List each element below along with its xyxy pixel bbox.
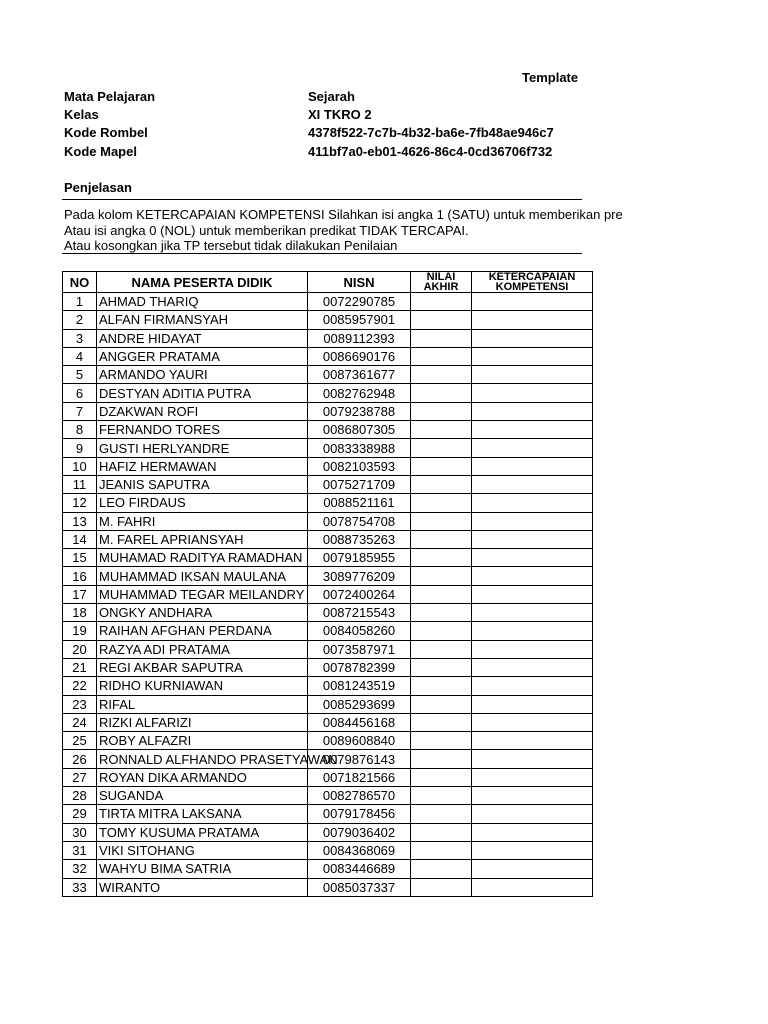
cell-competency[interactable] — [472, 658, 593, 676]
cell-no: 8 — [63, 421, 97, 439]
table-row — [63, 421, 593, 439]
cell-nisn: 0085037337 — [308, 878, 411, 896]
cell-competency[interactable] — [472, 841, 593, 859]
cell-no: 4 — [63, 347, 97, 365]
cell-student-name: ANDRE HIDAYAT — [97, 329, 308, 347]
cell-no: 15 — [63, 549, 97, 567]
header-name: NAMA PESERTA DIDIK — [97, 272, 308, 293]
cell-competency[interactable] — [472, 366, 593, 384]
cell-final-score[interactable] — [411, 347, 472, 365]
cell-nisn: 0084058260 — [308, 622, 411, 640]
cell-student-name: VIKI SITOHANG — [97, 841, 308, 859]
cell-student-name: WAHYU BIMA SATRIA — [97, 860, 308, 878]
cell-competency[interactable] — [472, 860, 593, 878]
table-row — [63, 695, 593, 713]
cell-student-name: MUHAMMAD IKSAN MAULANA — [97, 567, 308, 585]
table-row — [63, 658, 593, 676]
cell-competency[interactable] — [472, 750, 593, 768]
cell-no: 24 — [63, 713, 97, 731]
table-row — [63, 512, 593, 530]
table-row — [63, 878, 593, 896]
cell-no: 16 — [63, 567, 97, 585]
cell-no: 11 — [63, 475, 97, 493]
cell-nisn: 0075271709 — [308, 475, 411, 493]
table-row — [63, 347, 593, 365]
cell-student-name: DESTYAN ADITIA PUTRA — [97, 384, 308, 402]
table-row — [63, 366, 593, 384]
cell-student-name: RAZYA ADI PRATAMA — [97, 640, 308, 658]
cell-nisn: 0072290785 — [308, 293, 411, 311]
cell-final-score[interactable] — [411, 494, 472, 512]
cell-no: 33 — [63, 878, 97, 896]
meta-label: Mata Pelajaran — [64, 89, 156, 104]
cell-final-score[interactable] — [411, 841, 472, 859]
cell-nisn: 0072400264 — [308, 585, 411, 603]
cell-final-score[interactable] — [411, 293, 472, 311]
cell-student-name: AHMAD THARIQ — [97, 293, 308, 311]
template-title: Template — [522, 70, 579, 85]
cell-competency[interactable] — [472, 768, 593, 786]
cell-nisn: 0087215543 — [308, 604, 411, 622]
table-row — [63, 823, 593, 841]
table-row — [63, 604, 593, 622]
cell-no: 3 — [63, 329, 97, 347]
cell-nisn: 0082103593 — [308, 457, 411, 475]
table-row — [63, 640, 593, 658]
cell-no: 13 — [63, 512, 97, 530]
table-row — [63, 293, 593, 311]
cell-student-name: ANGGER PRATAMA — [97, 347, 308, 365]
cell-nisn: 0078754708 — [308, 512, 411, 530]
cell-nisn: 0086807305 — [308, 421, 411, 439]
cell-final-score[interactable] — [411, 732, 472, 750]
cell-competency[interactable] — [472, 384, 593, 402]
cell-student-name: M. FAREL APRIANSYAH — [97, 530, 308, 548]
cell-nisn: 0079876143 — [308, 750, 411, 768]
cell-final-score[interactable] — [411, 713, 472, 731]
cell-final-score[interactable] — [411, 402, 472, 420]
cell-final-score[interactable] — [411, 823, 472, 841]
table-row — [63, 311, 593, 329]
header-no: NO — [63, 272, 97, 293]
cell-final-score[interactable] — [411, 622, 472, 640]
cell-no: 25 — [63, 732, 97, 750]
cell-competency[interactable] — [472, 878, 593, 896]
cell-final-score[interactable] — [411, 658, 472, 676]
table-row — [63, 384, 593, 402]
cell-student-name: RAIHAN AFGHAN PERDANA — [97, 622, 308, 640]
meta-row-class — [64, 106, 372, 124]
meta-value: Sejarah — [308, 89, 355, 104]
meta-row-subject — [64, 88, 355, 106]
cell-nisn: 0082762948 — [308, 384, 411, 402]
cell-nisn: 0071821566 — [308, 768, 411, 786]
cell-student-name: WIRANTO — [97, 878, 308, 896]
cell-final-score[interactable] — [411, 787, 472, 805]
cell-student-name: RIZKI ALFARIZI — [97, 713, 308, 731]
header-nisn: NISN — [308, 272, 411, 293]
cell-competency[interactable] — [472, 457, 593, 475]
cell-nisn: 0078782399 — [308, 658, 411, 676]
table-row — [63, 622, 593, 640]
table-row — [63, 860, 593, 878]
cell-nisn: 0079178456 — [308, 805, 411, 823]
cell-nisn: 0089112393 — [308, 329, 411, 347]
cell-competency[interactable] — [472, 329, 593, 347]
cell-competency[interactable] — [472, 805, 593, 823]
table-row — [63, 402, 593, 420]
table-row — [63, 732, 593, 750]
cell-final-score[interactable] — [411, 585, 472, 603]
cell-final-score[interactable] — [411, 805, 472, 823]
cell-no: 9 — [63, 439, 97, 457]
cell-nisn: 0082786570 — [308, 787, 411, 805]
cell-nisn: 0083446689 — [308, 860, 411, 878]
meta-value: 4378f522-7c7b-4b32-ba6e-7fb48ae946c7 — [308, 125, 554, 140]
cell-nisn: 0081243519 — [308, 677, 411, 695]
cell-no: 5 — [63, 366, 97, 384]
table-row — [63, 329, 593, 347]
cell-final-score[interactable] — [411, 512, 472, 530]
cell-student-name: DZAKWAN ROFI — [97, 402, 308, 420]
cell-student-name: ROBY ALFAZRI — [97, 732, 308, 750]
meta-label: Kode Mapel — [64, 144, 137, 159]
explanation-line: Pada kolom KETERCAPAIAN KOMPETENSI Silahkan isi angka 1 (SATU) untuk memberikan pre — [64, 207, 623, 222]
cell-competency[interactable] — [472, 622, 593, 640]
cell-competency[interactable] — [472, 475, 593, 493]
cell-no: 19 — [63, 622, 97, 640]
explanation-box — [62, 199, 623, 254]
cell-nisn: 3089776209 — [308, 567, 411, 585]
cell-no: 23 — [63, 695, 97, 713]
cell-competency[interactable] — [472, 494, 593, 512]
cell-no: 6 — [63, 384, 97, 402]
cell-student-name: M. FAHRI — [97, 512, 308, 530]
header-final-score: NILAI AKHIR — [411, 272, 472, 293]
meta-label: Kelas — [64, 107, 99, 122]
cell-nisn: 0079238788 — [308, 402, 411, 420]
cell-nisn: 0079036402 — [308, 823, 411, 841]
cell-nisn: 0079185955 — [308, 549, 411, 567]
cell-competency[interactable] — [472, 311, 593, 329]
cell-nisn: 0084368069 — [308, 841, 411, 859]
student-table — [62, 271, 593, 897]
cell-final-score[interactable] — [411, 860, 472, 878]
cell-final-score[interactable] — [411, 567, 472, 585]
cell-competency[interactable] — [472, 823, 593, 841]
cell-no: 29 — [63, 805, 97, 823]
cell-competency[interactable] — [472, 567, 593, 585]
cell-competency[interactable] — [472, 439, 593, 457]
cell-student-name: LEO FIRDAUS — [97, 494, 308, 512]
explanation-line: Atau isi angka 0 (NOL) untuk memberikan predikat TIDAK TERCAPAI. — [64, 222, 469, 238]
explanation-line: Atau kosongkan jika TP tersebut tidak dilakukan Penilaian — [64, 238, 398, 253]
meta-value: XI TKRO 2 — [308, 107, 372, 122]
cell-student-name: REGI AKBAR SAPUTRA — [97, 658, 308, 676]
cell-nisn: 0085293699 — [308, 695, 411, 713]
cell-competency[interactable] — [472, 732, 593, 750]
table-row — [63, 805, 593, 823]
table-row — [63, 457, 593, 475]
cell-student-name: RONNALD ALFHANDO PRASETYAWAN — [97, 750, 308, 768]
table-row — [63, 713, 593, 731]
cell-no: 18 — [63, 604, 97, 622]
cell-final-score[interactable] — [411, 457, 472, 475]
cell-nisn: 0084456168 — [308, 713, 411, 731]
meta-row-rombel-code — [64, 124, 554, 142]
table-row — [63, 841, 593, 859]
cell-competency[interactable] — [472, 530, 593, 548]
cell-no: 7 — [63, 402, 97, 420]
cell-student-name: HAFIZ HERMAWAN — [97, 457, 308, 475]
table-row — [63, 677, 593, 695]
cell-student-name: TOMY KUSUMA PRATAMA — [97, 823, 308, 841]
cell-nisn: 0073587971 — [308, 640, 411, 658]
cell-no: 10 — [63, 457, 97, 475]
cell-student-name: ONGKY ANDHARA — [97, 604, 308, 622]
table-row — [63, 530, 593, 548]
cell-student-name: GUSTI HERLYANDRE — [97, 439, 308, 457]
cell-final-score[interactable] — [411, 384, 472, 402]
cell-competency[interactable] — [472, 695, 593, 713]
cell-student-name: RIDHO KURNIAWAN — [97, 677, 308, 695]
cell-nisn: 0088521161 — [308, 494, 411, 512]
cell-competency[interactable] — [472, 549, 593, 567]
cell-no: 22 — [63, 677, 97, 695]
cell-final-score[interactable] — [411, 604, 472, 622]
cell-final-score[interactable] — [411, 329, 472, 347]
cell-competency[interactable] — [472, 512, 593, 530]
meta-row-mapel-code — [64, 143, 553, 161]
cell-nisn: 0085957901 — [308, 311, 411, 329]
table-row — [63, 494, 593, 512]
cell-no: 27 — [63, 768, 97, 786]
cell-final-score[interactable] — [411, 366, 472, 384]
cell-student-name: ARMANDO YAURI — [97, 366, 308, 384]
cell-no: 2 — [63, 311, 97, 329]
cell-final-score[interactable] — [411, 475, 472, 493]
student-table-wrap — [62, 271, 576, 897]
cell-student-name: MUHAMMAD TEGAR MEILANDRY — [97, 585, 308, 603]
cell-competency[interactable] — [472, 677, 593, 695]
cell-competency[interactable] — [472, 293, 593, 311]
cell-no: 1 — [63, 293, 97, 311]
cell-student-name: ROYAN DIKA ARMANDO — [97, 768, 308, 786]
cell-no: 20 — [63, 640, 97, 658]
cell-student-name: JEANIS SAPUTRA — [97, 475, 308, 493]
cell-no: 28 — [63, 787, 97, 805]
table-row — [63, 750, 593, 768]
cell-no: 26 — [63, 750, 97, 768]
cell-nisn: 0088735263 — [308, 530, 411, 548]
cell-student-name: FERNANDO TORES — [97, 421, 308, 439]
meta-value: 411bf7a0-eb01-4626-86c4-0cd36706f732 — [308, 144, 553, 159]
explanation-title: Penjelasan — [64, 180, 132, 195]
meta-label: Kode Rombel — [64, 125, 148, 140]
table-row — [63, 585, 593, 603]
cell-student-name: SUGANDA — [97, 787, 308, 805]
cell-nisn: 0089608840 — [308, 732, 411, 750]
cell-competency[interactable] — [472, 347, 593, 365]
table-row — [63, 567, 593, 585]
cell-competency[interactable] — [472, 585, 593, 603]
header-competency: KETERCAPAIAN KOMPETENSI — [472, 272, 593, 293]
cell-no: 31 — [63, 841, 97, 859]
cell-final-score[interactable] — [411, 640, 472, 658]
cell-no: 17 — [63, 585, 97, 603]
cell-student-name: RIFAL — [97, 695, 308, 713]
cell-final-score[interactable] — [411, 530, 472, 548]
cell-student-name: MUHAMAD RADITYA RAMADHAN — [97, 549, 308, 567]
cell-no: 12 — [63, 494, 97, 512]
cell-competency[interactable] — [472, 402, 593, 420]
cell-final-score[interactable] — [411, 695, 472, 713]
cell-nisn: 0086690176 — [308, 347, 411, 365]
cell-final-score[interactable] — [411, 878, 472, 896]
cell-nisn: 0087361677 — [308, 366, 411, 384]
cell-final-score[interactable] — [411, 311, 472, 329]
cell-student-name: TIRTA MITRA LAKSANA — [97, 805, 308, 823]
cell-student-name: ALFAN FIRMANSYAH — [97, 311, 308, 329]
cell-final-score[interactable] — [411, 421, 472, 439]
table-row — [63, 475, 593, 493]
cell-competency[interactable] — [472, 787, 593, 805]
table-row — [63, 787, 593, 805]
cell-nisn: 0083338988 — [308, 439, 411, 457]
cell-no: 32 — [63, 860, 97, 878]
cell-competency[interactable] — [472, 640, 593, 658]
table-row — [63, 768, 593, 786]
table-header-row — [63, 272, 593, 293]
cell-final-score[interactable] — [411, 750, 472, 768]
cell-no: 21 — [63, 658, 97, 676]
cell-final-score[interactable] — [411, 768, 472, 786]
cell-no: 30 — [63, 823, 97, 841]
cell-competency[interactable] — [472, 421, 593, 439]
cell-final-score[interactable] — [411, 677, 472, 695]
cell-competency[interactable] — [472, 604, 593, 622]
table-row — [63, 549, 593, 567]
cell-final-score[interactable] — [411, 549, 472, 567]
table-row — [63, 439, 593, 457]
cell-competency[interactable] — [472, 713, 593, 731]
cell-final-score[interactable] — [411, 439, 472, 457]
cell-no: 14 — [63, 530, 97, 548]
